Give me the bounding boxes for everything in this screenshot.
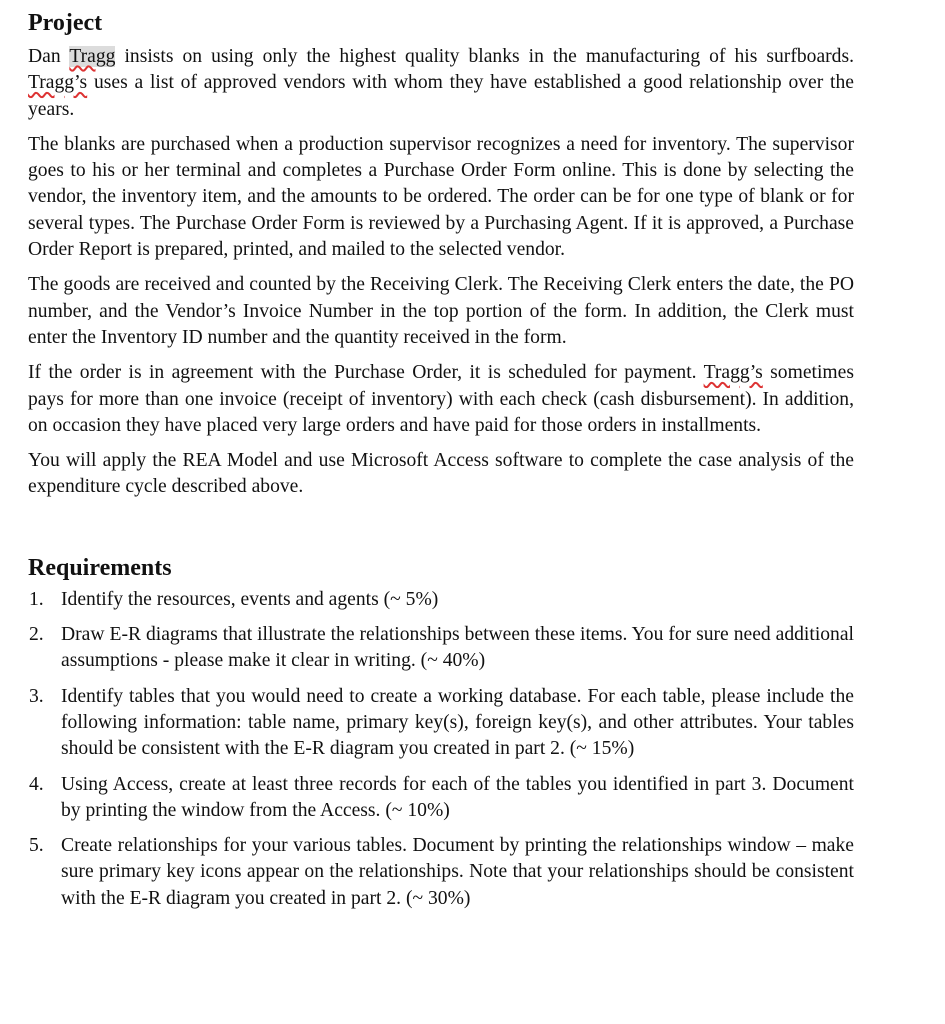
requirement-number: 1.	[29, 588, 44, 610]
payment-paragraph	[28, 360, 854, 439]
intro-paragraph	[28, 44, 854, 123]
misspelled-name-traggs-2: Tragg’s	[703, 362, 763, 384]
requirement-item	[28, 772, 854, 825]
requirements-list	[28, 587, 854, 912]
misspelled-name-traggs: Tragg’s	[28, 72, 88, 94]
rea-model-paragraph: You will apply the REA Model and use Microsoft Access software to complete the case analysis of the expenditure cycle described above.	[28, 450, 854, 498]
project-heading: Project	[28, 10, 103, 36]
document-page	[28, 8, 854, 912]
requirement-number: 3.	[29, 685, 44, 707]
requirement-text: Identify the resources, events and agents (~ 5%)	[61, 588, 439, 610]
requirement-number: 4.	[29, 773, 44, 795]
receiving-paragraph: The goods are received and counted by the Receiving Clerk. The Receiving Clerk enters the date, the PO number, and the Vendor’s Invoice Number in the top portion of the form. In addition, the Clerk must enter the Inventory ID number and the quantity received in the form.	[28, 274, 854, 348]
requirement-text: Draw E-R diagrams that illustrate the relationships between these items. You for sure need additional assumptions - please make it clear in writing. (~ 40%)	[61, 624, 854, 672]
intro-mid: insists on using only the highest quality blanks in the manufacturing of his surfboards.	[115, 46, 854, 67]
intro-pre: Dan	[28, 46, 70, 67]
purchasing-paragraph: The blanks are purchased when a production supervisor recognizes a need for inventory. The supervisor goes to his or her terminal and completes a Purchase Order Form online. This is done by selecting the vendor, the inventory item, and the amounts to be ordered. The order can be for one type of blank or for several types. The Purchase Order Form is reviewed by a Purchasing Agent. If it is approved, a Purchase Order Report is prepared, printed, and mailed to the selected vendor.	[28, 133, 854, 261]
payment-pre: If the order is in agreement with the Purchase Order, it is scheduled for payment.	[28, 362, 704, 384]
intro-post: uses a list of approved vendors with whom they have established a good relationship over the years.	[28, 72, 854, 120]
requirement-item	[28, 587, 854, 613]
requirement-item	[28, 833, 854, 912]
requirement-number: 5.	[29, 835, 44, 857]
requirement-text: Using Access, create at least three records for each of the tables you identified in part 3. Document by printing the window from the Access. (~ 10%)	[61, 773, 854, 821]
requirement-text: Create relationships for your various tables. Document by printing the relationships window – make sure primary key icons appear on the relationships. Note that your relationships should be consistent with the E-R diagram you created in part 2. (~ 30%)	[61, 835, 854, 909]
requirements-heading: Requirements	[28, 554, 172, 581]
requirement-text: Identify tables that you would need to create a working database. For each table, please include the following information: table name, primary key(s), foreign key(s), and other attributes. Your tables should be consistent with the E-R diagram you created in part 2. (~ 15%)	[61, 685, 854, 760]
requirement-number: 2.	[29, 624, 44, 646]
requirement-item	[28, 684, 854, 763]
misspelled-name-tragg: Tragg	[69, 46, 116, 67]
requirement-item	[28, 622, 854, 675]
payment-post: sometimes pays for more than one invoice (receipt of inventory) with each check (cash disbursement). In addition, on occasion they have placed very large orders and have paid for those orders in installments.	[28, 362, 854, 436]
